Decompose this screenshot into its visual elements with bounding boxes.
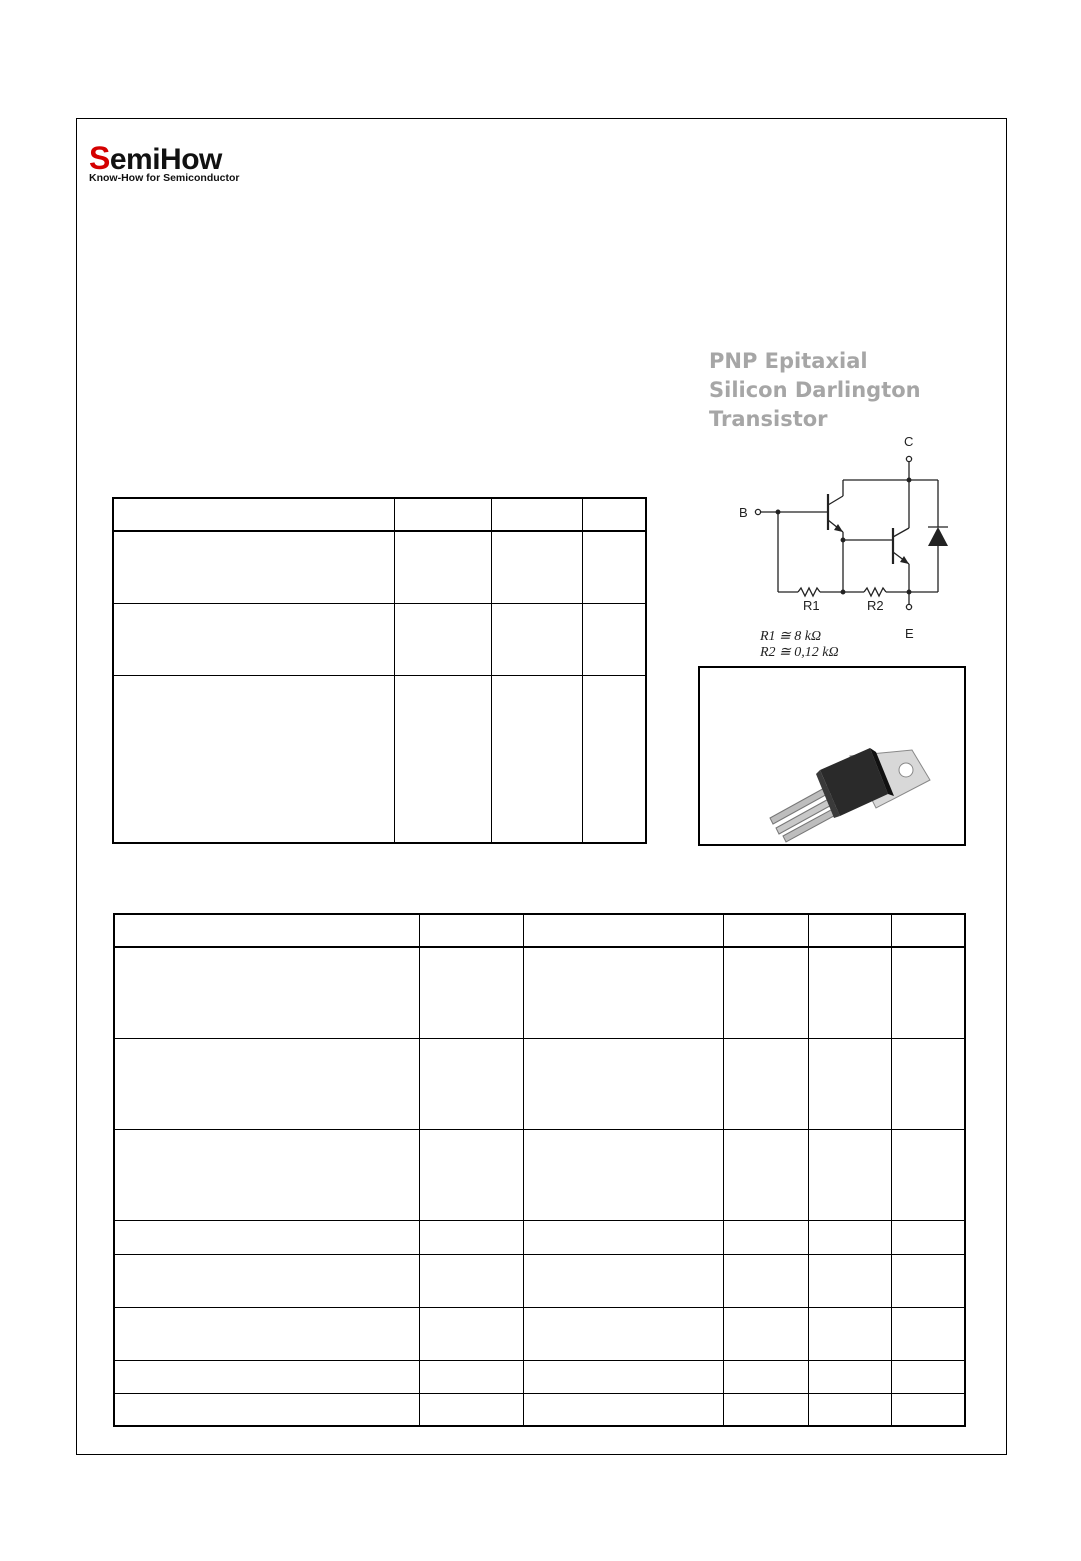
semihow-logo xyxy=(89,140,240,184)
base-terminal xyxy=(755,509,760,514)
logo-name: emiHow xyxy=(109,143,222,176)
table-row xyxy=(114,1360,965,1393)
r1-label: R1 xyxy=(803,598,820,613)
equivalent-circuit-diagram xyxy=(730,432,970,664)
table-row xyxy=(113,531,646,603)
table-row xyxy=(114,947,965,1038)
electrical-characteristics-table xyxy=(113,913,966,1427)
r1-value: R1 ≅ 8 kΩ xyxy=(760,629,822,644)
emitter-terminal xyxy=(906,604,911,609)
description-line-3: Transistor xyxy=(709,407,828,431)
logo-initial: S xyxy=(89,140,110,176)
collector-label: C xyxy=(904,434,914,449)
table-row xyxy=(114,1254,965,1307)
table-row xyxy=(114,1038,965,1129)
diode-symbol xyxy=(928,527,948,546)
table-row xyxy=(113,603,646,675)
collector-terminal xyxy=(906,456,911,461)
logo-wordmark xyxy=(89,140,240,176)
table-row xyxy=(114,1307,965,1360)
r2-value: R2 ≅ 0,12 kΩ xyxy=(760,645,839,660)
description-line-2: Silicon Darlington xyxy=(709,378,921,402)
logo-tagline: Know-How for Semiconductor xyxy=(89,172,240,184)
table-header-row xyxy=(114,914,965,947)
package-image-box xyxy=(698,666,966,846)
description-line-1: PNP Epitaxial xyxy=(709,349,868,373)
base-label: B xyxy=(739,505,748,520)
to220-package-image xyxy=(700,668,964,844)
table-row xyxy=(114,1129,965,1220)
product-description xyxy=(709,347,921,434)
emitter-label: E xyxy=(905,626,914,641)
r2-label: R2 xyxy=(867,598,884,613)
table-header-row xyxy=(113,498,646,531)
absolute-ratings-table xyxy=(112,497,647,844)
table-row xyxy=(113,675,646,843)
table-row xyxy=(114,1393,965,1426)
table-row xyxy=(114,1220,965,1254)
